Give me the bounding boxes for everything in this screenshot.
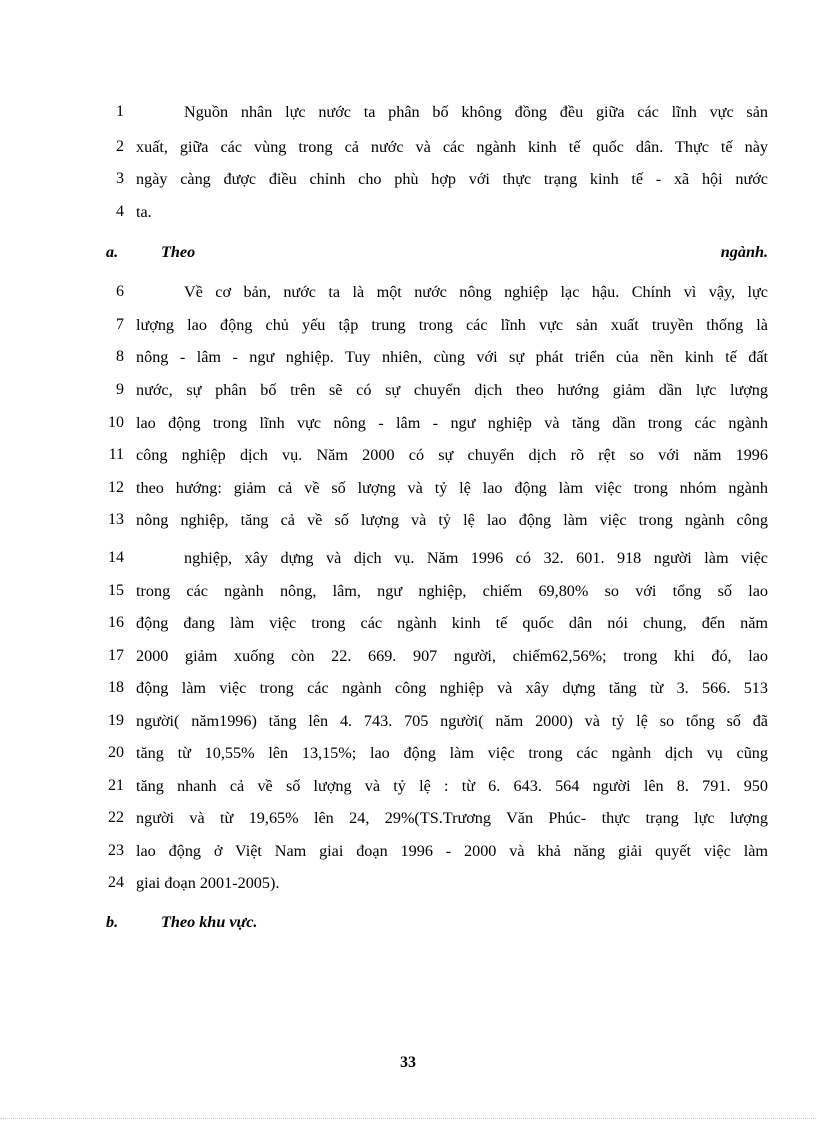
line-text: 2000 giảm xuống còn 22. 669. 907 người, chiếm62,56%; trong khi đó, lao: [136, 647, 768, 665]
text-line: [0, 346, 816, 368]
line-text: tăng từ 10,55% lên 13,15%; lao động làm việc trong các ngành dịch vụ cũng: [136, 744, 768, 762]
heading-text-left: Theo: [161, 243, 196, 261]
text-line: [0, 136, 816, 158]
line-text: giai đoạn 2001-2005).: [136, 874, 280, 892]
line-number: 22: [108, 809, 124, 826]
line-text: lao động trong lĩnh vực nông - lâm - ngư nghiệp và tăng dần trong các ngành: [136, 414, 768, 432]
line-number: 6: [116, 283, 124, 300]
line-text: ngày càng được điều chỉnh cho phù hợp với thực trạng kinh tế - xã hội nước: [136, 170, 768, 188]
text-line: [0, 509, 816, 531]
section-heading-a: [0, 240, 816, 264]
page-bottom-divider: [0, 1118, 816, 1119]
page-number: 33: [400, 1054, 416, 1071]
line-number: 16: [108, 614, 124, 631]
line-text: ta.: [136, 203, 152, 221]
line-number: 21: [108, 777, 124, 794]
line-number: 10: [108, 414, 124, 431]
text-line: [0, 645, 816, 667]
line-number: 1: [116, 103, 124, 120]
text-line: [0, 477, 816, 499]
line-number: 20: [108, 744, 124, 761]
line-number: 7: [116, 316, 124, 333]
text-line: [0, 775, 816, 797]
heading-text-right: ngành.: [720, 243, 768, 261]
line-text: nông nghiệp, tăng cả về số lượng và tỷ lệ lao động làm việc trong ngành công: [136, 511, 768, 529]
text-line: [0, 379, 816, 401]
line-text: nông - lâm - ngư nghiệp. Tuy nhiên, cùng với sự phát triển của nền kinh tế đất: [136, 348, 768, 366]
line-number: 18: [108, 679, 124, 696]
line-text: tăng nhanh cả về số lượng và tỷ lệ : từ 6. 643. 564 người lên 8. 791. 950: [136, 777, 768, 795]
line-number: 4: [116, 203, 124, 220]
line-text: nước, sự phân bố trên sẽ có sự chuyển dịch theo hướng giảm dần lực lượng: [136, 381, 768, 399]
line-text: Nguồn nhân lực nước ta phân bố không đồng đều giữa các lĩnh vực sản: [184, 103, 768, 121]
line-number: 17: [108, 647, 124, 664]
text-line: [0, 168, 816, 190]
line-text: Về cơ bản, nước ta là một nước nông nghiệp lạc hậu. Chính vì vậy, lực: [184, 283, 768, 301]
line-number: 3: [116, 170, 124, 187]
line-number: 12: [108, 479, 124, 496]
line-text: người( năm1996) tăng lên 4. 743. 705 người( năm 2000) và tỷ lệ so tổng số đã: [136, 712, 768, 730]
text-line: [0, 677, 816, 699]
line-text: xuất, giữa các vùng trong cả nước và các ngành kinh tế quốc dân. Thực tế này: [136, 138, 768, 156]
line-number: 8: [116, 348, 124, 365]
text-line: [0, 281, 816, 303]
text-line: [0, 314, 816, 336]
text-line: [0, 612, 816, 634]
line-number: 24: [108, 874, 124, 891]
line-number: 9: [116, 381, 124, 398]
section-heading-b: [0, 910, 816, 934]
line-number: 23: [108, 842, 124, 859]
text-line: [0, 412, 816, 434]
line-number: 15: [108, 582, 124, 599]
text-line: [0, 807, 816, 829]
line-text: người và từ 19,65% lên 24, 29%(TS.Trương Văn Phúc- thực trạng lực lượng: [136, 809, 768, 827]
text-line: [0, 201, 816, 223]
line-text: động làm việc trong các ngành công nghiệp và xây dựng tăng từ 3. 566. 513: [136, 679, 768, 697]
line-text: trong các ngành nông, lâm, ngư nghiệp, chiếm 69,80% so với tổng số lao: [136, 582, 768, 600]
line-text: lao động ở Việt Nam giai đoạn 1996 - 2000 và khả năng giải quyết việc làm: [136, 842, 768, 860]
heading-text: Theo khu vực.: [161, 913, 258, 931]
text-line: [0, 872, 816, 894]
text-line: [0, 742, 816, 764]
line-text: động đang làm việc trong các ngành kinh tế quốc dân nói chung, đến năm: [136, 614, 768, 632]
line-number: 2: [116, 138, 124, 155]
text-line: [0, 710, 816, 732]
text-line: [0, 840, 816, 862]
line-number: 14: [108, 549, 124, 566]
text-line: [0, 580, 816, 602]
line-number: 11: [108, 446, 124, 463]
line-number: 13: [108, 511, 124, 528]
section-marker: b.: [106, 913, 119, 931]
line-text: theo hướng: giảm cả về số lượng và tỷ lệ lao động làm việc trong nhóm ngành: [136, 479, 768, 497]
text-line: [0, 444, 816, 466]
text-line: [0, 547, 816, 569]
text-line: [0, 101, 816, 123]
line-text: công nghiệp dịch vụ. Năm 2000 có sự chuyển dịch rõ rệt so với năm 1996: [136, 446, 768, 464]
line-number: 19: [108, 712, 124, 729]
line-text: lượng lao động chủ yếu tập trung trong các lĩnh vực sản xuất truyền thống là: [136, 316, 768, 334]
line-text: nghiệp, xây dựng và dịch vụ. Năm 1996 có 32. 601. 918 người làm việc: [184, 549, 768, 567]
section-marker: a.: [106, 243, 119, 261]
